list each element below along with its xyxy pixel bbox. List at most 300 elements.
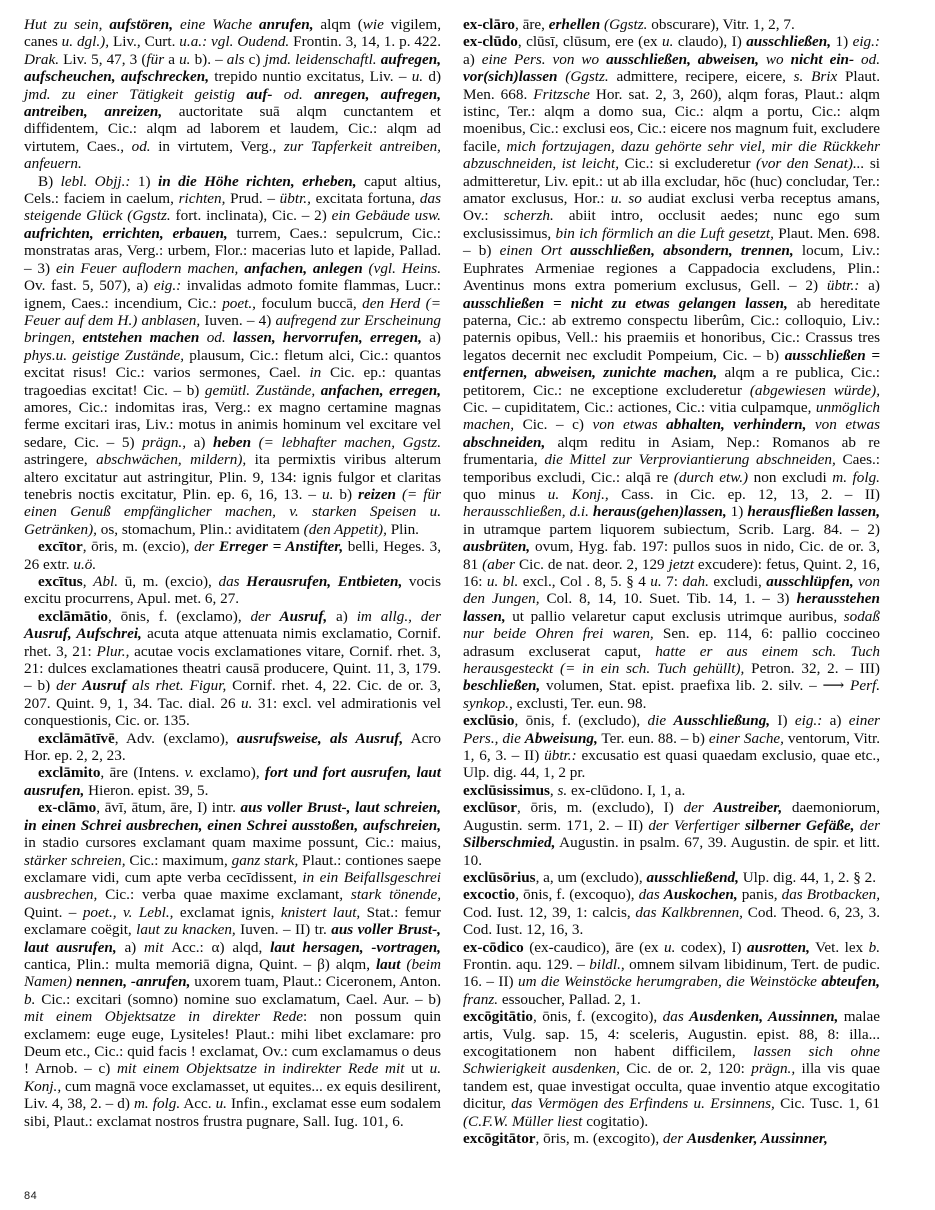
bold-italic-run: ausschließen = nicht zu etwas gelangen lassen, (463, 294, 788, 312)
bold-italic-run: beschließen, (463, 677, 541, 695)
roman-run: , ōnis, f. (excogito), (533, 1008, 663, 1026)
italic-run: um die Weinstöcke herumgraben, die Weinstöcke (518, 973, 822, 991)
italic-run: die (647, 712, 674, 730)
bold-run: ex-clāro (463, 16, 516, 33)
italic-run: poet., (222, 294, 256, 312)
italic-run: (durch etw.) (673, 468, 749, 486)
italic-run: (= lebhafter machen, Ggstz. (258, 433, 441, 451)
italic-run: Drak. (24, 50, 60, 68)
italic-run: u. (179, 50, 195, 68)
roman-run: a) (822, 712, 849, 730)
roman-run: Cic. Tusc. 1, 61 (774, 1095, 880, 1113)
italic-run: gemütl. Zustände, (204, 381, 321, 399)
roman-run: omnem silvam libidinum, Tert. de pudic. 16. – II) (463, 955, 880, 991)
bold-italic-run: ausbrüten, (463, 538, 531, 556)
roman-run: Cic.: si excluderetur (619, 155, 757, 173)
roman-run: (ex-caudico), āre (ex (523, 938, 665, 956)
roman-run: panis, (737, 886, 782, 904)
roman-run: , ōris, m. (excio), (82, 538, 195, 556)
bold-italic-run: auf- (246, 85, 284, 103)
roman-run: ita permixtis viribus alterum altero excitatur aut astringitur, Plin. 9, 134: ignis fulgor et claritas tenebris noctis excitatur, Plin. ep. 6, 16, 13. – (24, 451, 442, 503)
roman-run: a) (327, 607, 357, 625)
italic-run: u. (241, 694, 253, 712)
entry-excogitatio (463, 1008, 880, 1130)
italic-run: im allg., der (356, 607, 441, 625)
roman-run: Plaut. Men. 668. (463, 68, 881, 103)
italic-run: m. folg. (133, 1095, 181, 1113)
italic-run: der (683, 799, 714, 817)
roman-run: Iuven. – II) tr. (235, 921, 332, 939)
roman-run: , ōnis, f. (excoquo), (515, 886, 639, 904)
roman-run: , āvī, ātum, āre, I) intr. (96, 799, 241, 817)
roman-run: ab hereditate paterna, Cic.: ab extremo conspectu liberûm, Cic.: colloquio, Liv.: paternis opibus, Vell.: his praemiis et honoribus, Cic.: Crassus tres legatos decernit nec excludit Pompeium, Cic. – b) (463, 294, 880, 364)
italic-run: herausschließen, d.i. (463, 503, 593, 521)
italic-run: m. folg. (832, 468, 880, 486)
roman-run: Cic.: excitari (somno) nomine suo exclamatum, Cael. Aur. – b) (35, 990, 441, 1008)
roman-run: codex), I) (675, 938, 748, 956)
roman-run: 1) (831, 33, 853, 51)
italic-run: eig.: (153, 277, 182, 295)
roman-run: Infin., exclamat esse eum sodalem sibi, Plaut.: exclamat nostros frustra pugnare, Sall. Iug. 101, 6. (24, 1095, 441, 1130)
bold-italic-run: erhellen (548, 16, 605, 33)
italic-run: den Herd (= Feuer auf dem H.) anblasen, (24, 294, 441, 329)
italic-run: (Ggstz. (565, 68, 609, 86)
bold-italic-run: nennen, -anrufen, (75, 973, 191, 991)
italic-run: eine Wache (179, 16, 260, 33)
roman-run: c) (248, 50, 265, 68)
bold-italic-run: Ausdenken, Aussinnen, (689, 1008, 839, 1026)
italic-run: mit einem Objektsatze in indirekter Rede mit (116, 1060, 412, 1078)
italic-run: knistert laut, (280, 903, 361, 921)
roman-run: in utramque partem liquorem subiectum, Scrib. Larg. 84. – 2) (463, 520, 880, 538)
roman-run: Iuven. – 4) (200, 311, 276, 329)
bold-italic-run: Auskochen, (663, 886, 738, 904)
roman-run: Hor. sat. 2, 3, 260), alqm foras, Plaut.: alqm istinc, Ter.: alqm a domo sua, Cic.: alqm a portu, Cic.: alqm moenibus, Cic.: exclusi eos, Cic.: eicere nos magnum fuit, excludere facile, (463, 85, 880, 155)
entry-excodico (463, 939, 880, 1009)
italic-run: stark tönende, (350, 886, 441, 904)
italic-run: od. (206, 329, 233, 347)
bold-italic-run: aufregen, aufscheuchen, aufschrecken, (24, 50, 442, 86)
italic-run: Plur., (96, 642, 130, 660)
roman-run: Acc.: α) alqd, (171, 938, 271, 956)
roman-run: Liv., Curt. (109, 33, 180, 51)
italic-run: das (218, 573, 247, 590)
italic-run: laut zu knacken, (136, 921, 236, 939)
two-column-layout (24, 16, 911, 1176)
roman-run: Frontin. aqu. 129. – (463, 955, 590, 973)
bold-italic-run: aus voller Brust-, laut ausrufen, (24, 921, 441, 956)
bold-italic-run: heraus(gehen)lassen, (592, 503, 727, 521)
bold-italic-run: Ausruf, (279, 607, 328, 625)
roman-run: uxorem tuam, Plaut.: Ciceronem, Anton. (190, 973, 441, 991)
bold-italic-run: anrufen, (259, 16, 314, 33)
roman-run: belli, Heges. 3, 26 extr. (24, 538, 442, 573)
italic-run: ein Feuer auflodern machen, (55, 259, 245, 277)
italic-run: prägn., (142, 433, 187, 451)
roman-run: vigilem, canes (24, 16, 441, 51)
roman-run: Cod. Iust. 12, 39, 1: calcis, (463, 903, 636, 921)
roman-run: cum magnā voce exclamasset, ut equites... ex equis desilirent, Liv. 4, 38, 2. – d) (24, 1077, 441, 1113)
italic-run: übtr.: (826, 277, 860, 295)
italic-run: u. (650, 573, 662, 590)
italic-run: u. (215, 1095, 227, 1113)
roman-run: admittere, recipere, eicere, (608, 68, 794, 86)
roman-run: , ōris, m. (excludo), I) (517, 799, 684, 817)
bold-italic-run: reizen (358, 485, 402, 503)
roman-run: Col. 8, 14, 10. Suet. Tib. 14, 1. – 3) (539, 590, 797, 608)
bold-italic-run: heben (213, 433, 259, 451)
italic-run: lebl. Objj.: (60, 172, 131, 190)
italic-run: das steigende Glück (Ggstz. (24, 190, 441, 225)
bold-italic-run: aufstören, (109, 16, 180, 33)
roman-run: volumen, Stat. epist. praefixa lib. 2. silv. – ⟶ (540, 677, 851, 695)
italic-run: übtr.: (544, 747, 577, 765)
bold-italic-run: lassen, hervorrufen, erregen, (233, 329, 422, 347)
roman-run: alqm a re publica, Cic.: petitorem, Cic.: ne exceptione excluderetur (463, 364, 880, 399)
roman-run: excitata fortuna, (310, 190, 420, 208)
bold-italic-run: Ausschließung, (673, 712, 771, 730)
roman-run: alqm reditu in Asiam, Nep.: Romanos ab re frumentaria, (463, 433, 880, 469)
bold-italic-run: Ausdenker, Aussinner, (686, 1130, 828, 1147)
bold-italic-run: ausschließend, (646, 868, 739, 886)
roman-run: Petron. 32, 2. – III) (744, 660, 880, 678)
roman-run: cogitatio). (586, 1112, 649, 1130)
italic-run: der (56, 677, 83, 695)
italic-run: b. (868, 938, 881, 956)
bold-run: ex-clāmo (38, 799, 97, 817)
roman-run: ex-clūdono. I, 1, a. (567, 781, 686, 799)
italic-run: das (638, 886, 664, 904)
italic-run: (= für einen Genuß empfänglicher machen, v. starken Speisen u. Getränken), (24, 485, 442, 538)
bold-run: exclāmātio (38, 607, 109, 625)
roman-run: ut (411, 1060, 430, 1078)
entry-excito-B (24, 173, 441, 539)
bold-italic-run: laut hersagen, -vortragen, (270, 938, 441, 956)
bold-run: exclūsio (463, 712, 515, 730)
roman-run: , Adv. (exclamo), (114, 729, 237, 747)
bold-run: exclūsor (463, 799, 517, 817)
bold-run: excōgitātor (463, 1130, 536, 1147)
roman-run: d) (428, 68, 441, 86)
entry-exclamo (24, 799, 441, 1130)
entry-excito-continued (24, 16, 441, 173)
italic-run: die Mittel zur Verproviantierung abschneiden, (544, 451, 836, 469)
roman-run: Plin. (386, 520, 419, 538)
entry-exclusorius (463, 869, 880, 886)
roman-run: in stadio cursores exclamant quam maxime possunt, Cic.: maius, (24, 834, 441, 852)
italic-run: u.ö. (73, 555, 97, 573)
roman-run: , āre, (515, 16, 549, 33)
roman-run: Acc. (180, 1095, 216, 1113)
italic-run: das Vermögen des Erfindens u. Ersinnens, (511, 1095, 775, 1113)
roman-run: Vet. lex (809, 938, 869, 956)
entry-exclusio (463, 712, 880, 782)
italic-run: u. Konj., (24, 1060, 441, 1095)
italic-run: s. Brix (793, 68, 838, 86)
roman-run: ut pallio velaretur caput exclusis utrimque auribus, (505, 607, 844, 625)
roman-run: , (549, 781, 558, 799)
roman-run: plausum, Cic.: fletum alci, Cic.: quantos excitat risus! Cic.: varios sermones, Cael. (24, 346, 441, 382)
italic-run: u. so (610, 190, 642, 208)
italic-run: als rhet. Figur, (132, 677, 227, 695)
roman-run: Cornif. rhet. 4, 22. Cic. de or. 3, 207. Quint. 9, 1, 34. Tac. dial. 26 (24, 677, 441, 712)
italic-run: wie (362, 16, 391, 33)
left-column-body (24, 16, 441, 1130)
roman-run: , ōnis, f. (exclamo), (108, 607, 251, 625)
roman-run: a (168, 50, 180, 68)
bold-italic-run: ausschließen, abweisen, (606, 50, 759, 68)
italic-run: Fritzsche (533, 85, 590, 103)
bold-run: exclūsissimus (463, 781, 550, 799)
italic-run: von den Jungen, (463, 573, 880, 608)
roman-run: foculum buccā, (255, 294, 363, 312)
italic-run: einer Sache, (708, 729, 784, 747)
italic-run: mich fortzujagen, dazu gehörte sehr viel, mir die Rückkehr abzuschneiden, ist leicht, (463, 137, 880, 173)
italic-run: eig.: (794, 712, 823, 730)
roman-run: claudo), I) (673, 33, 747, 51)
roman-run: 7: (661, 573, 683, 590)
roman-run: : non possum quin exclamem: euge euge, Lysiteles! Plaut.: mihi libet exclamare: pro Deum etc., Cic.: quid facis ! exclamat, Ov.: cum exclamamus o deus ! Arnob. – c) (24, 1008, 441, 1078)
roman-run: Prud. – (225, 190, 280, 208)
roman-run: Cod. Theod. 6, 23, 3. Cod. Iust. 12, 16, 3. (463, 903, 880, 939)
roman-run: turrem, Caes.: sepulcrum, Cic.: monstratas aras, Verg.: urbem, Flor.: macerias luto et lapide, Pallad. – 3) (24, 224, 441, 277)
entry-exclusor (463, 799, 880, 869)
roman-run: Cic. de nat. deor. 2, 129 (519, 555, 669, 573)
roman-run: amores, Cic.: indomitas iras, Verg.: ex magno certamine magnas ferme excitari iras, Liv.: motus in animis hominum vel excitare vel sedare, Cic. – 5) (24, 398, 441, 451)
italic-run: u. bl. (486, 573, 519, 590)
italic-run: jmd. zu einer Tätigkeit geistig (24, 85, 247, 103)
roman-run: , ōnis, f. (excludo), (514, 712, 648, 730)
roman-run: Cic. – cupiditatem, Cic.: actiones, Cic.: vitia culpamque, (463, 398, 816, 416)
italic-run: der (250, 607, 280, 625)
roman-run: excludi, (708, 573, 767, 590)
roman-run: Cic. – c) (514, 416, 593, 434)
roman-run: quo minus (463, 485, 548, 503)
bold-italic-run: Ausruf (82, 677, 133, 695)
italic-run: der (662, 1130, 687, 1147)
italic-run: Perf. synkop., (463, 677, 880, 712)
roman-run: , ōris, m. (excogito), (535, 1130, 663, 1147)
bold-italic-run: fort und fort ausrufen, laut ausrufen, (24, 764, 441, 799)
italic-run: scherzh. (503, 207, 554, 225)
roman-run: b) (339, 485, 359, 503)
roman-run: illa vis quae tandem est, quae investigat occulta, quae inventio atque excogitatio dicitur, (463, 1060, 881, 1113)
roman-run: non excludi (748, 468, 833, 486)
roman-run: Quint. – (24, 903, 83, 921)
italic-run: für (146, 50, 169, 68)
italic-run: dah. (682, 573, 709, 590)
bold-run: exclāmito (38, 764, 101, 782)
bold-italic-run: abhalten, verhindern, (666, 416, 807, 434)
italic-run: jetzt (668, 555, 698, 573)
italic-run: als (226, 50, 249, 68)
roman-run: astringere, (24, 451, 97, 469)
bold-italic-run: ausschließen, (746, 33, 832, 51)
right-column-body (463, 16, 880, 1147)
bold-italic-run: Austreiber, (713, 799, 783, 817)
italic-run: abschwächen, mildern), (96, 451, 247, 469)
italic-run: sodaß nur beide Ohren frei waren, (463, 607, 880, 643)
italic-run: eig.: (852, 33, 880, 51)
entry-exclamito (24, 764, 441, 799)
bold-italic-run: aus voller Brust-, laut schreien, in einen Schrei ausbrechen, einen Schrei ausstoßen, aufschreien, (24, 799, 441, 834)
bold-italic-run: laut (375, 955, 407, 973)
roman-run: audiat exclusi verba receptus amans, Ov.: (463, 190, 880, 225)
bold-italic-run: herausstehen lassen, (463, 590, 880, 625)
bold-italic-run: anregen, aufregen, antreiben, anreizen, (24, 85, 441, 121)
italic-run: jmd. leidenschaftl. (264, 50, 381, 68)
italic-run: (vgl. Heins. (368, 259, 442, 277)
italic-run: mit einem Objektsatze in direkter Rede (24, 1008, 303, 1026)
bold-italic-run: herausfließen lassen, (747, 503, 881, 521)
bold-italic-run: anfachen, erregen, (320, 381, 442, 399)
roman-run: a) (421, 329, 441, 347)
italic-run: prägn., (751, 1060, 796, 1078)
bold-run: excītor (38, 538, 83, 556)
italic-run: bin ich förmlich an die Luft gesetzt, (555, 224, 774, 242)
roman-run: Cic. de or. 2, 120: (619, 1060, 752, 1078)
roman-run: exclamo), (194, 764, 265, 782)
bold-italic-run: silberner Gefäße, (744, 816, 855, 834)
italic-run: einen Ort (499, 242, 571, 260)
italic-run: bildl., (589, 955, 625, 973)
roman-run: Caes.: temporibus excludi, Cic.: alqā re (463, 451, 880, 486)
bold-italic-run: ausrotten, (747, 938, 810, 956)
roman-run: Cic.: maximum, (125, 851, 232, 869)
roman-run: vocis excitu procurrens, Apul. met. 6, 27. (24, 573, 441, 608)
roman-run: abiit intro, occlusit aedes; nunc ego sum exclusissimus, (463, 207, 880, 242)
roman-run: Stat.: femur exclamare coëgit, (24, 903, 441, 939)
roman-run: excusatio est quasi quaedam exclusio, quae etc., Ulp. dig. 44, 1, 2 pr. (463, 747, 880, 782)
entry-excludo (463, 33, 880, 712)
bold-italic-run: ausschlüpfen, (766, 573, 854, 590)
roman-run: si admitteretur, Liv. epit.: ut ab illa excludar, hōc (huc) concludar, Ter.: amator exclusus, Hor.: (463, 155, 880, 208)
italic-run: (Ggstz. (604, 16, 648, 33)
italic-run: od. (861, 50, 880, 68)
bold-italic-run: ausschließen, absondern, trennen, (570, 242, 794, 260)
italic-run: richten, (178, 190, 226, 208)
italic-run: mit (144, 938, 172, 956)
roman-run: Acro Hor. ep. 2, 2, 23. (24, 729, 441, 765)
italic-run: phys.u. geistige Zustände, (24, 346, 185, 364)
italic-run: in ein Beifallsgeschrei ausbrechen, (24, 868, 441, 904)
italic-run: u. (662, 33, 674, 51)
bold-italic-run: abteufen, (821, 973, 880, 991)
italic-run: u. (321, 485, 340, 503)
roman-run: Plaut.: contiones saepe exclamare vidi, cum apte verba cecīdissent, (24, 851, 442, 886)
bold-italic-run: ausrufsweise, als Ausruf, (236, 729, 404, 747)
italic-run: v. (184, 764, 195, 782)
entry-excitus (24, 573, 441, 608)
entry-exclusissimus (463, 782, 880, 799)
roman-run: Ter. eun. 88. – b) (597, 729, 709, 747)
entry-exclamatio (24, 608, 441, 730)
italic-run: (aber (482, 555, 520, 573)
italic-run: von etwas (592, 416, 667, 434)
bold-italic-run: Herausrufen, Entbieten, (246, 573, 403, 590)
roman-run: exclusti, Ter. eun. 98. (512, 694, 647, 712)
roman-run: cantica, Plin.: multa memoriā digna, Quint. – β) alqm, (24, 955, 376, 973)
italic-run: (abgewiesen würde), (749, 381, 880, 399)
roman-run: ventorum, Vitr. 1, 6, 3. – II) (463, 729, 881, 765)
roman-run: , a, um (excludo), (535, 868, 647, 886)
italic-run: übtr., (279, 190, 311, 208)
roman-run: Plaut. Men. 698. – b) (463, 224, 881, 260)
roman-run: B) (38, 172, 61, 190)
roman-run: , (82, 573, 94, 590)
bold-italic-run: Abweisung, (524, 729, 598, 747)
roman-run: malae artis, Vulg. sap. 15, 4: sceleris, Augustin. epist. 88, 8: illa... excogitationem non habent difficilem, (463, 1008, 880, 1060)
italic-run: od. (283, 85, 315, 103)
italic-run: das Kalkbrennen, (635, 903, 743, 921)
italic-run: das Brotbacken, (781, 886, 880, 904)
italic-run: od. (131, 137, 151, 155)
bold-run: ex-clūdo (463, 33, 518, 51)
italic-run: wo (758, 50, 791, 68)
roman-run: 31: excl. vel admirationis vel conquestionis, Cic. or. 135. (24, 694, 441, 730)
bold-italic-run: vor(sich)lassen (463, 68, 566, 86)
bold-italic-run: in die Höhe richten, erheben, (158, 172, 357, 190)
roman-run: ū, m. (excio), (118, 573, 219, 590)
italic-run: lassen sich ohne Schwierigkeit ausdenken, (463, 1042, 880, 1078)
italic-run: u. Konj., (547, 485, 609, 503)
bold-run: excōgitātio (463, 1008, 534, 1026)
italic-run: Hut zu sein, (24, 16, 110, 33)
italic-run: in (309, 364, 330, 382)
bold-italic-run: nicht ein- (790, 50, 861, 68)
bold-italic-run: Erreger = Anstifter, (218, 538, 344, 556)
roman-run: essoucher, Pallad. 2, 1. (498, 990, 641, 1008)
bold-run: excoctio (463, 886, 516, 904)
italic-run: einer Pers., die (463, 712, 880, 747)
roman-run: 1) (726, 503, 748, 521)
bold-run: exclūsōrius (463, 868, 536, 886)
italic-run: (beim Namen) (24, 955, 441, 991)
page-number: 84 (24, 1190, 38, 1202)
bold-italic-run: Silberschmied, (463, 834, 556, 852)
italic-run: (den Appetit), (303, 520, 387, 538)
roman-run: , āre (Intens. (100, 764, 185, 782)
italic-run: u. dgl.), (61, 33, 110, 51)
italic-run: stärker schreien, (24, 851, 126, 869)
bold-italic-run: entstehen machen (82, 329, 207, 347)
italic-run: ganz stark, (231, 851, 299, 869)
bold-italic-run: ausschließen = entfernen, abweisen, zunichte machen, (463, 346, 880, 382)
right-column (463, 16, 880, 1176)
italic-run: s. (557, 781, 568, 799)
italic-run: der (854, 816, 880, 834)
italic-run: aufregend zur Erscheinung bringen, (24, 311, 442, 347)
italic-run: zur Tapferkeit antreiben, anfeuern. (24, 137, 441, 173)
roman-run: Hieron. epist. 39, 5. (84, 781, 209, 799)
italic-run: b. (24, 990, 36, 1008)
roman-run: fort. inclinata), Cic. – 2) (170, 207, 332, 225)
roman-run: exclamat ignis, (173, 903, 281, 921)
italic-run: franz. (463, 990, 499, 1008)
italic-run: der (194, 538, 219, 556)
italic-run: Abl. (93, 573, 119, 590)
roman-run: Cic. ep.: quantas tragoedias excitat! Cic. – b) (24, 364, 441, 399)
roman-run: acutae vocis exclamationes vitare, Cornif. rhet. 3, 21: dulces exclamationes theatri causā producere, Quint. 11, 3, 179. – b) (24, 642, 441, 695)
italic-run: der Verfertiger (648, 816, 745, 834)
roman-run: a) (186, 433, 214, 451)
roman-run: excl., Col . 8, 5. § 4 (518, 573, 651, 590)
italic-run: u.a.: vgl. Oudend. (179, 33, 290, 51)
roman-run: obscurare), Vitr. 1, 2, 7. (647, 16, 795, 33)
roman-run: a) (859, 277, 880, 295)
entry-exclaro (463, 16, 880, 33)
italic-run: unmöglich machen, (463, 398, 880, 434)
